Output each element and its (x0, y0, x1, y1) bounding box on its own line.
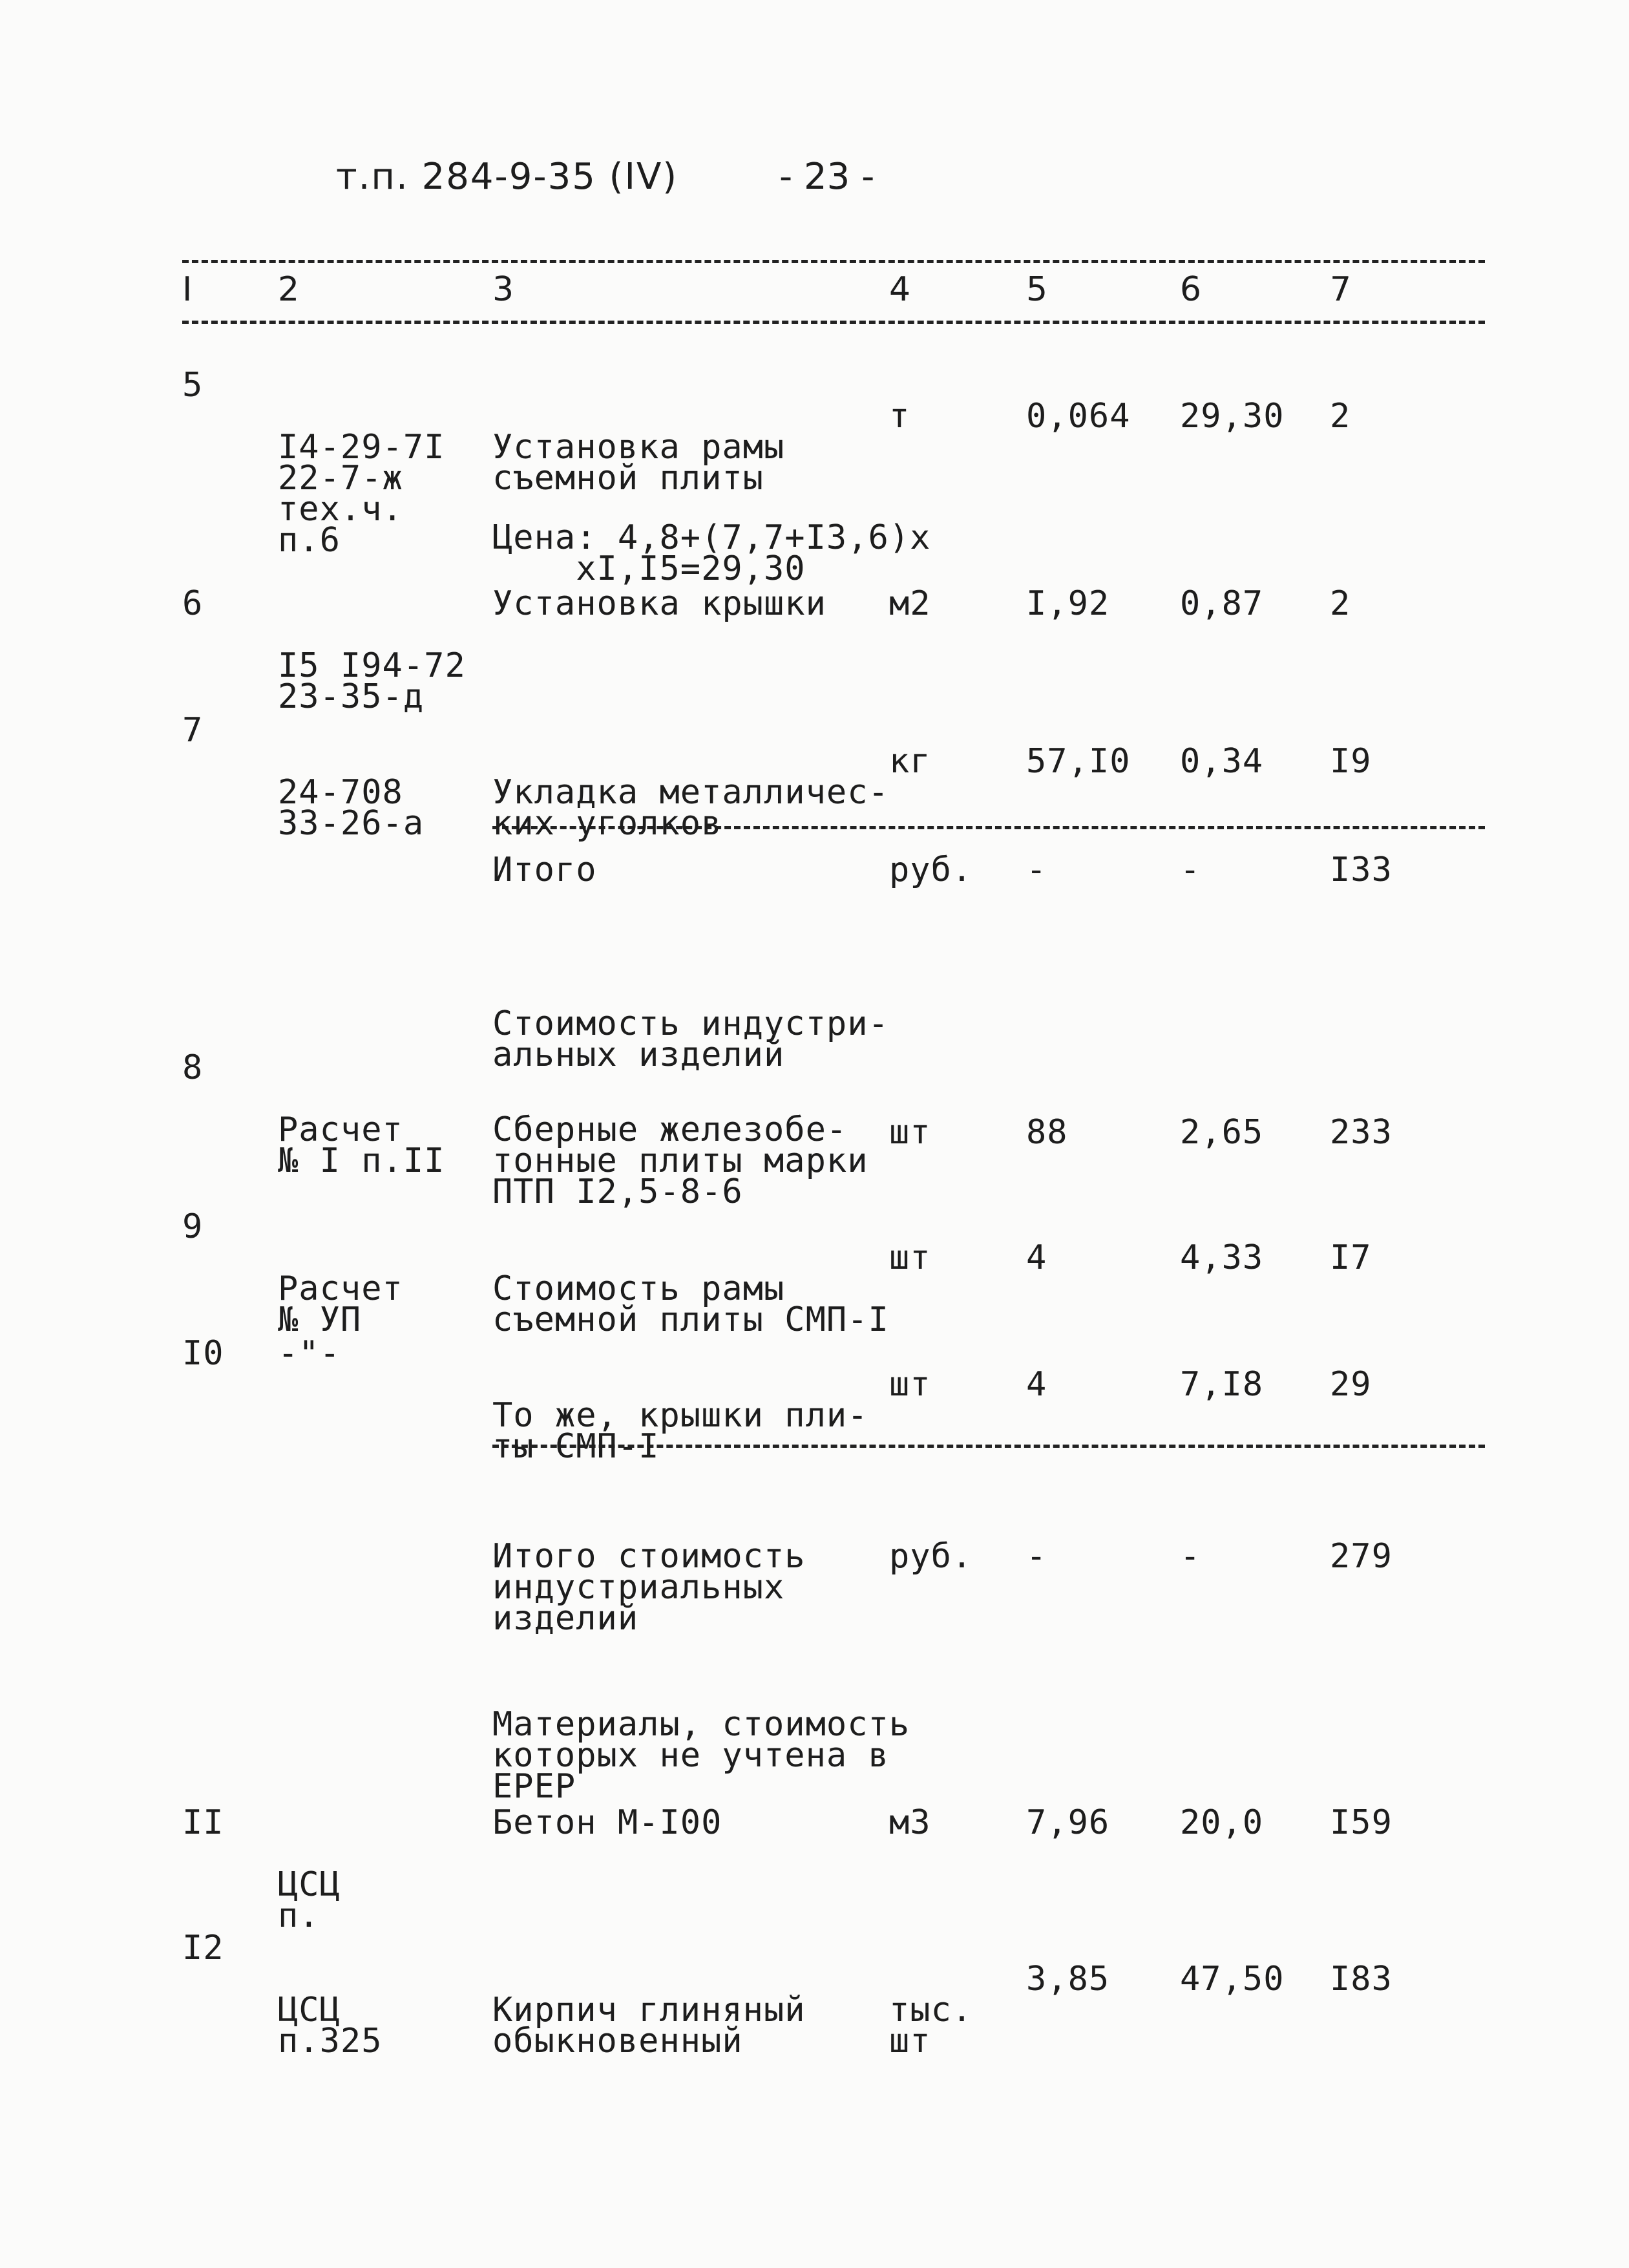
column-number-4: 4 (889, 270, 911, 309)
row-quantity: I,92 (1026, 584, 1110, 623)
row-unit-price: 7,I8 (1180, 1365, 1264, 1404)
row-total: 2 (1330, 584, 1351, 623)
table-header-rule (182, 321, 1485, 324)
column-number-1: I (182, 270, 193, 309)
row-description: То же, крышки пли- ты СМП-I (492, 1396, 868, 1466)
row-unit-price: 20,0 (1180, 1803, 1264, 1842)
subtotal-unit-price: - (1180, 1537, 1201, 1576)
row-description: Кирпич глиняный обыкновенный (492, 1991, 806, 2061)
row-total: 29 (1330, 1365, 1372, 1404)
column-number-3: 3 (492, 270, 514, 309)
row-total: I7 (1330, 1238, 1372, 1277)
row-number: 6 (182, 584, 204, 623)
subtotal-quantity: - (1026, 851, 1047, 889)
page-number: - 23 - (779, 156, 875, 198)
subtotal-unit-price: - (1180, 851, 1201, 889)
section-heading-industrial: Стоимость индустри- альных изделий (492, 1004, 889, 1074)
row-unit-price: 2,65 (1180, 1113, 1264, 1152)
row-price-note: Цена: 4,8+(7,7+I3,6)x xI,I5=29,30 (492, 518, 931, 588)
document-code: т.п. 284-9-35 (IV) (336, 156, 678, 198)
row-number: 5 (182, 366, 204, 405)
subtotal-total: 279 (1330, 1537, 1393, 1576)
row-number: I0 (182, 1334, 224, 1373)
row-unit: м3 (889, 1803, 931, 1842)
column-number-6: 6 (1180, 270, 1202, 309)
row-quantity: 88 (1026, 1113, 1068, 1152)
row-description: Установка рамы съемной плиты (492, 428, 785, 498)
column-number-5: 5 (1026, 270, 1048, 309)
row-description: Установка крышки (492, 584, 826, 623)
column-number-7: 7 (1330, 270, 1352, 309)
row-unit-price: 29,30 (1180, 397, 1285, 436)
row-reference: Расчет № УП (278, 1269, 403, 1339)
row-quantity: 0,064 (1026, 397, 1131, 436)
row-number: II (182, 1803, 224, 1842)
row-number: I2 (182, 1929, 224, 1967)
row-total: I59 (1330, 1803, 1393, 1842)
row-unit-price: 0,34 (1180, 742, 1264, 781)
subtotal-label: Итого (492, 851, 597, 889)
row-description: Укладка металличес- ких уголков (492, 773, 889, 843)
row-unit: шт (889, 1113, 931, 1152)
row-total: 2 (1330, 397, 1351, 436)
row-reference: ЦСЦ п. (278, 1865, 341, 1935)
row-reference: I5 I94-72 23-35-д (278, 646, 466, 716)
row-quantity: 7,96 (1026, 1803, 1110, 1842)
row-total: I83 (1330, 1960, 1393, 1998)
row-unit-price: 0,87 (1180, 584, 1264, 623)
row-reference: 24-708 33-26-а (278, 773, 425, 843)
row-quantity: 4 (1026, 1365, 1047, 1404)
row-unit: кг (889, 742, 931, 781)
row-quantity: 4 (1026, 1238, 1047, 1277)
row-unit-price: 47,50 (1180, 1960, 1285, 1998)
row-quantity: 57,I0 (1026, 742, 1131, 781)
table-top-rule (182, 260, 1485, 263)
row-number: 9 (182, 1207, 204, 1246)
row-total: 233 (1330, 1113, 1393, 1152)
row-description: Стоимость рамы съемной плиты СМП-I (492, 1269, 889, 1339)
row-unit: шт (889, 1238, 931, 1277)
row-quantity: 3,85 (1026, 1960, 1110, 1998)
row-description: Сберные железобе- тонные плиты марки ПТП I2,5-8-6 (492, 1110, 868, 1211)
row-reference: I4-29-7I 22-7-ж тех.ч. п.6 (278, 428, 445, 560)
row-description: Бетон М-I00 (492, 1803, 722, 1842)
row-unit: тыс. шт (889, 1991, 973, 2061)
row-reference: Расчет № I п.II (278, 1110, 445, 1180)
subtotal-unit: руб. (889, 1537, 973, 1576)
column-number-2: 2 (278, 270, 300, 309)
subtotal-quantity: - (1026, 1537, 1047, 1576)
section-heading-materials: Материалы, стоимость которых не учтена в ЕРЕР (492, 1705, 910, 1806)
row-unit-price: 4,33 (1180, 1238, 1264, 1277)
row-reference: ЦСЦ п.325 (278, 1991, 383, 2061)
row-reference: -"- (278, 1334, 341, 1373)
subtotal-label: Итого стоимость индустриальных изделий (492, 1537, 806, 1638)
row-unit: т (889, 397, 910, 436)
subtotal-total: I33 (1330, 851, 1393, 889)
row-number: 7 (182, 711, 204, 750)
row-unit: м2 (889, 584, 931, 623)
subtotal-unit: руб. (889, 851, 973, 889)
row-number: 8 (182, 1048, 204, 1087)
row-total: I9 (1330, 742, 1372, 781)
row-unit: шт (889, 1365, 931, 1404)
